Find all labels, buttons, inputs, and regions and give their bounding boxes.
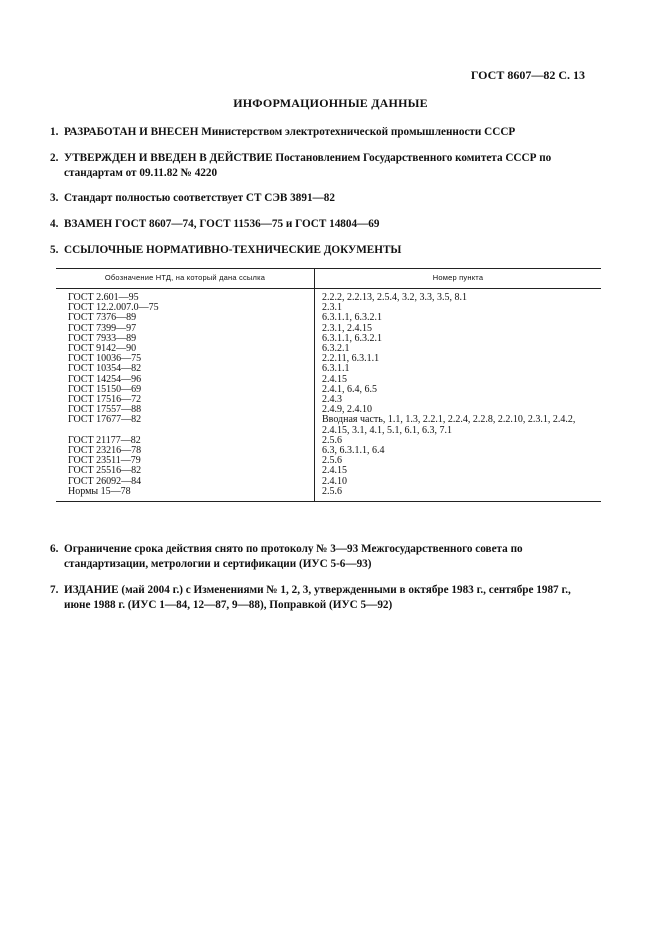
item-caps: РАЗРАБОТАН И ВНЕСЕН xyxy=(64,126,199,138)
points-cell: 6.3, 6.3.1.1, 6.4 xyxy=(322,445,385,457)
doc-cell: ГОСТ 2.601—95 xyxy=(56,289,315,304)
doc-cell: ГОСТ 26092—84 xyxy=(56,477,315,487)
table-row xyxy=(56,487,601,502)
item-caps: УТВЕРЖДЕН И ВВЕДЕН В ДЕЙСТВИЕ xyxy=(64,152,273,164)
table-bottom-rule xyxy=(56,502,601,503)
points-cell: 2.5.6 xyxy=(322,434,342,446)
doc-cell: ГОСТ 21177—82 xyxy=(56,436,315,446)
points-cell: 6.3.1.1, 6.3.2.1 xyxy=(322,332,382,344)
points-cell: 2.4.1, 6.4, 6.5 xyxy=(322,383,377,395)
item-number: 1. xyxy=(50,126,59,138)
info-item-4 xyxy=(50,217,595,232)
column-header-points: Номер пункта xyxy=(315,269,602,289)
info-item-1 xyxy=(50,125,595,140)
page-header: ГОСТ 8607—82 С. 13 xyxy=(470,68,585,82)
item-caps: ВЗАМЕН ГОСТ 8607—74, ГОСТ 11536—75 и ГОСТ 14804—69 xyxy=(64,218,380,230)
item-caps: ССЫЛОЧНЫЕ НОРМАТИВНО-ТЕХНИЧЕСКИЕ ДОКУМЕНТЫ xyxy=(64,244,402,256)
doc-cell: ГОСТ 17516—72 xyxy=(56,395,315,405)
points-cell: 2.4.9, 2.4.10 xyxy=(322,404,372,416)
info-item-7 xyxy=(50,583,595,612)
item-text: Стандарт полностью соответствует СТ СЭВ 3891—82 xyxy=(64,192,335,204)
points-cell: 2.2.2, 2.2.13, 2.5.4, 3.2, 3.3, 3.5, 8.1 xyxy=(322,292,467,303)
doc-cell: ГОСТ 12.2.007.0—75 xyxy=(56,303,315,313)
table-row xyxy=(56,289,601,304)
doc-cell: ГОСТ 10036—75 xyxy=(56,354,315,364)
item-text: Постановлением Государственного комитета СССР по стандартам от 09.11.82 № 4220 xyxy=(64,152,552,179)
doc-cell: ГОСТ 17677—82 xyxy=(56,415,315,435)
info-item-6 xyxy=(50,542,595,571)
points-cell: 2.5.6 xyxy=(322,485,342,497)
info-item-3 xyxy=(50,191,595,206)
section-title: ИНФОРМАЦИОННЫЕ ДАННЫЕ xyxy=(233,96,428,110)
doc-cell: ГОСТ 14254—96 xyxy=(56,375,315,385)
points-cell: Вводная часть, 1.1, 1.3, 2.2.1, 2.2.4, 2.2.8, 2.2.10, 2.3.1, 2.4.2, 2.4.15, 3.1, 4.1, 5.1, 6.1, 6.3, 7.1 xyxy=(322,414,576,436)
info-item-5 xyxy=(50,243,595,258)
item-number: 6. xyxy=(50,543,59,555)
item-text: Министерством электротехнической промышленности СССР xyxy=(198,126,516,138)
doc-cell: ГОСТ 23511—79 xyxy=(56,456,315,466)
doc-cell: ГОСТ 25516—82 xyxy=(56,466,315,476)
points-cell: 6.3.1.1, 6.3.2.1 xyxy=(322,312,382,324)
doc-cell: ГОСТ 7933—89 xyxy=(56,334,315,344)
item-number: 3. xyxy=(50,192,59,204)
doc-cell: ГОСТ 17557—88 xyxy=(56,405,315,415)
item-number: 2. xyxy=(50,152,59,164)
doc-cell: ГОСТ 7399—97 xyxy=(56,324,315,334)
doc-cell: ГОСТ 7376—89 xyxy=(56,313,315,323)
points-cell: 2.5.6 xyxy=(322,455,342,467)
item-text: (май 2004 г.) с Изменениями № 1, 2, 3, утвержденными в октябре 1983 г., сентябре 1987 г., июне 1988 г. (ИУС 1—84, 12—87, 9—88), Поправкой (ИУС 5—92) xyxy=(64,584,571,611)
points-cell: 2.4.3 xyxy=(322,394,342,406)
doc-cell: ГОСТ 9142—90 xyxy=(56,344,315,354)
points-cell: 2.4.10 xyxy=(322,475,347,487)
doc-cell: ГОСТ 10354—82 xyxy=(56,364,315,374)
column-header-doc: Обозначение НТД, на который дана ссылка xyxy=(56,269,315,289)
points-cell: 2.3.1 xyxy=(322,302,342,314)
item-number: 5. xyxy=(50,244,59,256)
info-item-2 xyxy=(50,151,595,180)
reference-documents-table xyxy=(56,268,601,502)
item-text: Ограничение срока действия снято по протоколу № 3—93 Межгосударственного совета по стандартизации, метрологии и сертификации (ИУС 5-6—93) xyxy=(64,543,523,570)
item-number: 4. xyxy=(50,218,59,230)
points-cell: 2.4.15 xyxy=(322,373,347,385)
points-cell: 6.3.1.1 xyxy=(322,363,350,375)
table-row xyxy=(56,415,601,435)
points-cell: 2.3.1, 2.4.15 xyxy=(322,322,372,334)
points-cell: 6.3.2.1 xyxy=(322,343,350,355)
table-header-row xyxy=(56,269,601,289)
doc-cell: ГОСТ 23216—78 xyxy=(56,446,315,456)
points-cell: 2.2.11, 6.3.1.1 xyxy=(322,353,380,365)
doc-cell: ГОСТ 15150—69 xyxy=(56,385,315,395)
doc-cell: Нормы 15—78 xyxy=(56,487,315,502)
points-cell: 2.4.15 xyxy=(322,465,347,477)
item-number: 7. xyxy=(50,584,59,596)
item-caps: ИЗДАНИЕ xyxy=(64,584,119,596)
